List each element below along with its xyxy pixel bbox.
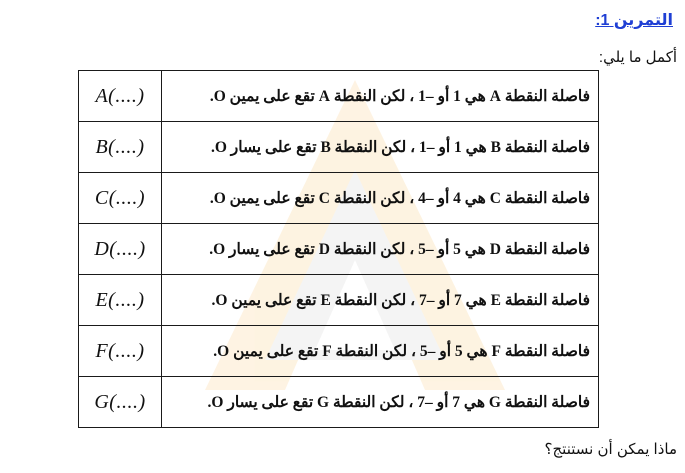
- table-row: [79, 275, 599, 326]
- statement-cell: فاصلة النقطة D هي 5 أو –5 ، لكن النقطة D تقع على يسار O.: [162, 224, 599, 275]
- exercise-table-body: [79, 71, 599, 428]
- point-label-cell[interactable]: F(....): [79, 326, 162, 377]
- point-label-cell[interactable]: E(....): [79, 275, 162, 326]
- statement-cell: فاصلة النقطة C هي 4 أو –4 ، لكن النقطة C تقع على يمين O.: [162, 173, 599, 224]
- conclusion-question: ماذا يمكن أن نستنتج؟: [544, 441, 677, 458]
- table-row: [79, 326, 599, 377]
- statement-cell: فاصلة النقطة B هي 1 أو –1 ، لكن النقطة B تقع على يسار O.: [162, 122, 599, 173]
- table-row: [79, 122, 599, 173]
- point-label-cell[interactable]: G(....): [79, 377, 162, 428]
- table-row: [79, 173, 599, 224]
- exercise-table: [78, 70, 599, 428]
- instruction-text: أكمل ما يلي:: [598, 49, 677, 66]
- table-row: [79, 71, 599, 122]
- exercise-title: التمرين 1:: [595, 12, 673, 29]
- statement-cell: فاصلة النقطة G هي 7 أو –7 ، لكن النقطة G تقع على يسار O.: [162, 377, 599, 428]
- statement-cell: فاصلة النقطة F هي 5 أو –5 ، لكن النقطة F تقع على يمين O.: [162, 326, 599, 377]
- point-label-cell[interactable]: C(....): [79, 173, 162, 224]
- point-label-cell[interactable]: B(....): [79, 122, 162, 173]
- point-label-cell[interactable]: A(....): [79, 71, 162, 122]
- table-row: [79, 377, 599, 428]
- statement-cell: فاصلة النقطة E هي 7 أو –7 ، لكن النقطة E تقع على يمين O.: [162, 275, 599, 326]
- table-row: [79, 224, 599, 275]
- statement-cell: فاصلة النقطة A هي 1 أو –1 ، لكن النقطة A تقع على يمين O.: [162, 71, 599, 122]
- point-label-cell[interactable]: D(....): [79, 224, 162, 275]
